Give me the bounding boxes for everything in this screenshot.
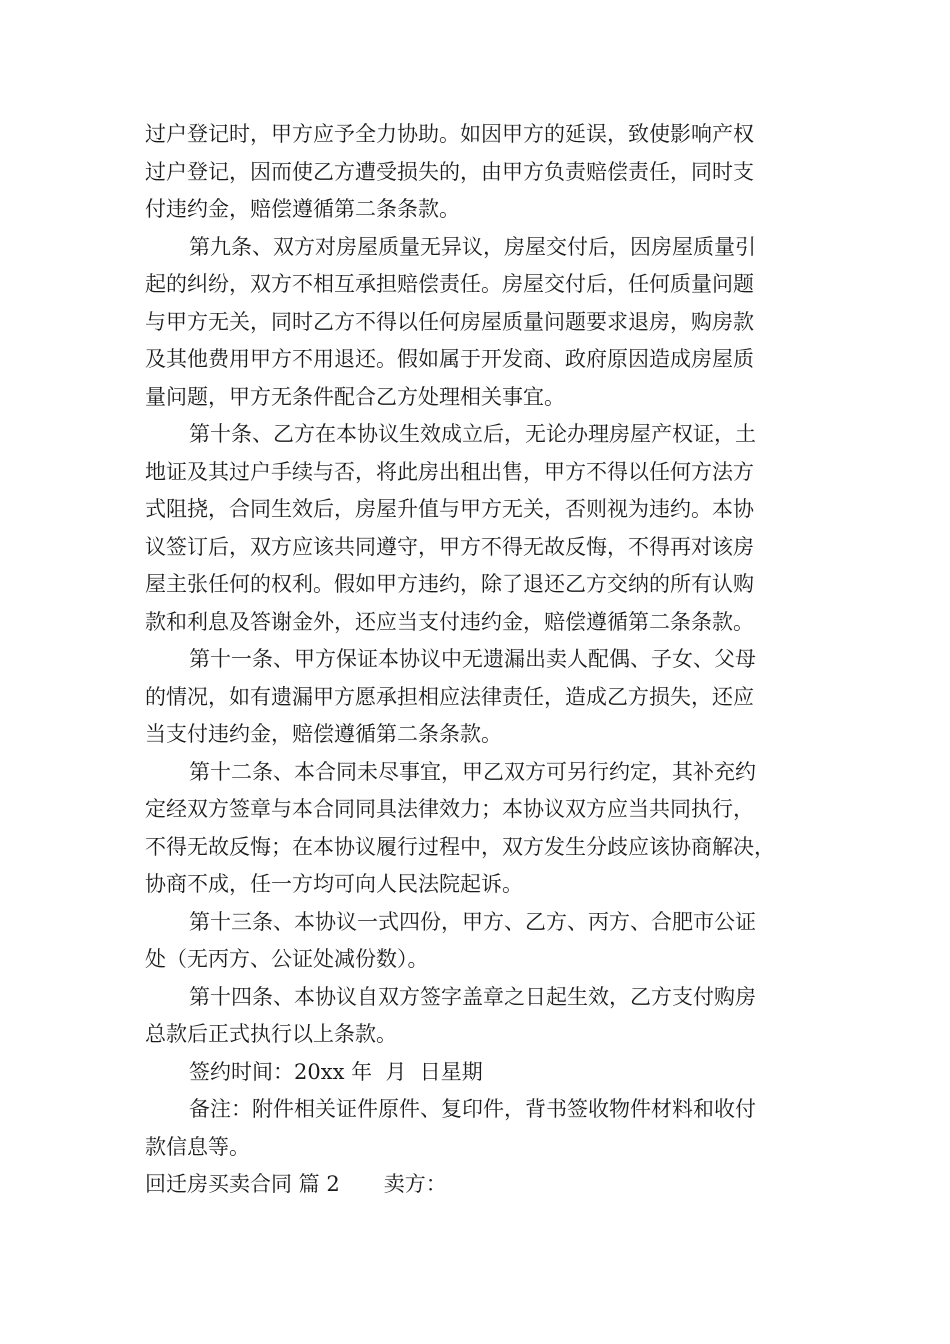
- text-line: 当支付违约金，赔偿遵循第二条条款。: [145, 722, 502, 746]
- text-line: 的情况，如有遗漏甲方愿承担相应法律责任，造成乙方损失，还应: [145, 684, 754, 709]
- text-line: 过户登记，因而使乙方遭受损失的，由甲方负责赔偿责任，同时支: [145, 159, 754, 184]
- text-line: 协商不成，任一方均可向人民法院起诉。: [145, 872, 523, 896]
- text-line: 及其他费用甲方不用退还。假如属于开发商、政府原因造成房屋质: [145, 347, 754, 371]
- section-heading-line: [145, 1166, 821, 1204]
- text-line: 屋主张任何的权利。假如甲方违约，除了退还乙方交纳的所有认购: [145, 572, 754, 596]
- document-body: [145, 116, 821, 1204]
- clause-12-start: 第十二条、本合同未尽事宜，甲乙双方可另行约定，其补充约: [189, 759, 756, 784]
- text-line: 款和利息及答谢金外，还应当支付违约金，赔偿遵循第二条条款。: [145, 609, 754, 634]
- clause-14-start: 第十四条、本协议自双方签字盖章之日起生效，乙方支付购房: [189, 984, 756, 1009]
- section-title: 回迁房买卖合同 篇 2: [145, 1172, 340, 1196]
- text-line: 议签订后，双方应该共同遵守，甲方不得无故反悔，不得再对该房: [145, 534, 754, 559]
- text-line: 付违约金，赔偿遵循第二条条款。: [145, 197, 460, 221]
- text-line: 过户登记时，甲方应予全力协助。如因甲方的延误，致使影响产权: [145, 122, 754, 146]
- text-line: 处（无丙方、公证处减份数）。: [145, 947, 429, 971]
- clause-9-start: 第九条、双方对房屋质量无异议，房屋交付后，因房屋质量引: [189, 234, 756, 259]
- text-line: 式阻挠，合同生效后，房屋升值与甲方无关，否则视为违约。本协: [145, 497, 754, 521]
- clause-10-start: 第十条、乙方在本协议生效成立后，无论办理房屋产权证，土: [189, 422, 756, 446]
- text-line: 与甲方无关，同时乙方不得以任何房屋质量问题要求退房，购房款: [145, 309, 754, 334]
- text-line: 不得无故反悔；在本协议履行过程中，双方发生分歧应该协商解决，: [145, 834, 775, 859]
- text-line: 总款后正式执行以上条款。: [145, 1022, 397, 1046]
- signing-date-line: 签约时间：20xx 年 月 日星期: [189, 1059, 483, 1084]
- text-line: 量问题，甲方无条件配合乙方处理相关事宜。: [145, 384, 565, 409]
- text-line: 款信息等。: [145, 1134, 250, 1159]
- text-line: 地证及其过户手续与否，将此房出租出售，甲方不得以任何方法方: [145, 459, 754, 484]
- clause-11-start: 第十一条、甲方保证本协议中无遗漏出卖人配偶、子女、父母: [189, 647, 756, 671]
- clause-13-start: 第十三条、本协议一式四份，甲方、乙方、丙方、合肥市公证: [189, 909, 756, 934]
- text-line: 起的纠纷，双方不相互承担赔偿责任。房屋交付后，任何质量问题: [145, 272, 754, 296]
- seller-label: 卖方：: [383, 1172, 447, 1196]
- text-line: 定经双方签章与本合同同具法律效力；本协议双方应当共同执行，: [145, 797, 754, 821]
- remarks-line: 备注：附件相关证件原件、复印件，背书签收物件材料和收付: [189, 1097, 756, 1121]
